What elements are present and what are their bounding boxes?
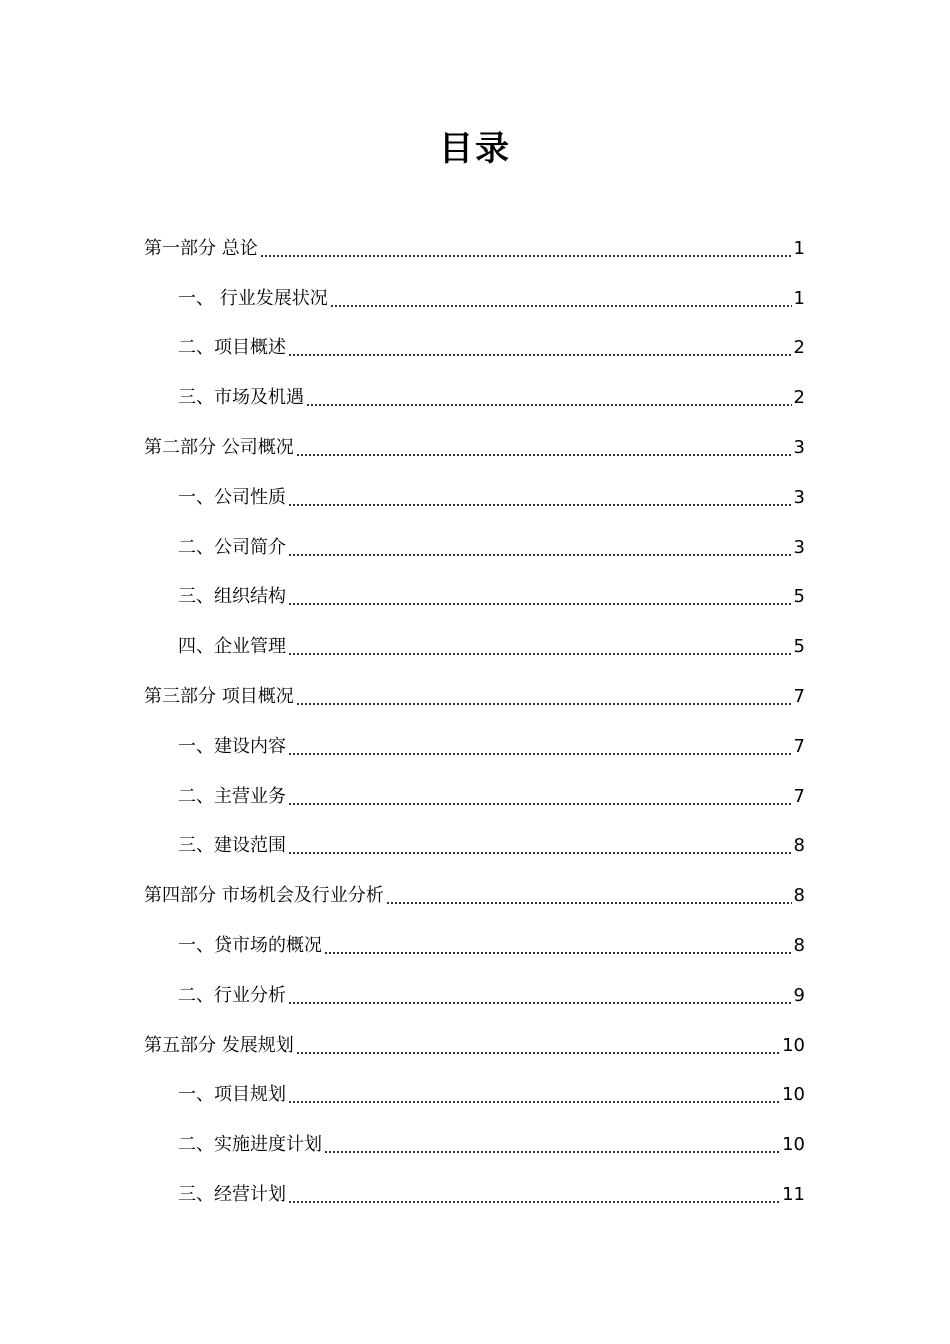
toc-entry-label: 一、建设内容 (178, 735, 286, 757)
toc-part-entry[interactable] (0, 224, 950, 274)
toc-entry-label: 三、经营计划 (178, 1184, 286, 1206)
toc-page-number: 1 (793, 237, 805, 259)
toc-dot-leader (330, 305, 792, 307)
toc-section-entry[interactable] (0, 1170, 950, 1220)
toc-entry-label: 第五部分 发展规划 (144, 1034, 294, 1056)
toc-page-number: 2 (793, 387, 805, 409)
toc-entry-label: 一、 行业发展状况 (178, 287, 328, 309)
toc-entry-label: 二、实施进度计划 (178, 1134, 322, 1156)
toc-dot-leader (296, 703, 792, 705)
toc-page-number: 5 (793, 636, 805, 658)
toc-page-number: 8 (793, 935, 805, 957)
toc-part-entry[interactable] (0, 423, 950, 473)
toc-entry-label: 三、建设范围 (178, 835, 286, 857)
toc-entry-label: 一、公司性质 (178, 486, 286, 508)
toc-list (0, 224, 950, 1220)
toc-dot-leader (288, 803, 792, 805)
toc-dot-leader (288, 554, 792, 556)
toc-page-number: 9 (793, 984, 805, 1006)
toc-entry-label: 三、市场及机遇 (178, 387, 304, 409)
toc-part-entry[interactable] (0, 871, 950, 921)
toc-page-number: 1 (793, 287, 805, 309)
toc-dot-leader (288, 753, 792, 755)
toc-page-number: 3 (793, 536, 805, 558)
toc-dot-leader (386, 902, 792, 904)
toc-dot-leader (260, 255, 792, 257)
toc-section-entry[interactable] (0, 971, 950, 1021)
toc-dot-leader (288, 1201, 780, 1203)
toc-entry-label: 第四部分 市场机会及行业分析 (144, 885, 384, 907)
toc-page-number: 5 (793, 586, 805, 608)
toc-part-entry[interactable] (0, 1021, 950, 1071)
toc-dot-leader (288, 1002, 792, 1004)
toc-dot-leader (288, 653, 792, 655)
toc-dot-leader (324, 952, 792, 954)
toc-dot-leader (296, 1052, 780, 1054)
toc-section-entry[interactable] (0, 274, 950, 324)
toc-section-entry[interactable] (0, 822, 950, 872)
toc-page-number: 7 (793, 686, 805, 708)
toc-section-entry[interactable] (0, 622, 950, 672)
toc-section-entry[interactable] (0, 722, 950, 772)
toc-page-number: 7 (793, 785, 805, 807)
toc-section-entry[interactable] (0, 473, 950, 523)
toc-page-number: 8 (793, 835, 805, 857)
toc-entry-label: 第三部分 项目概况 (144, 686, 294, 708)
toc-page-number: 3 (793, 486, 805, 508)
toc-page-number: 10 (782, 1034, 805, 1056)
toc-title: 目录 (439, 129, 511, 169)
toc-dot-leader (288, 354, 792, 356)
toc-page-number: 10 (782, 1084, 805, 1106)
toc-dot-leader (296, 454, 792, 456)
toc-dot-leader (288, 1101, 780, 1103)
toc-dot-leader (306, 404, 792, 406)
toc-dot-leader (288, 852, 792, 854)
toc-entry-label: 第二部分 公司概况 (144, 437, 294, 459)
toc-section-entry[interactable] (0, 1120, 950, 1170)
toc-page-number: 7 (793, 735, 805, 757)
toc-page-number: 2 (793, 337, 805, 359)
toc-entry-label: 二、项目概述 (178, 337, 286, 359)
toc-entry-label: 二、公司简介 (178, 536, 286, 558)
toc-entry-label: 一、贷市场的概况 (178, 935, 322, 957)
toc-dot-leader (288, 504, 792, 506)
toc-section-entry[interactable] (0, 324, 950, 374)
toc-section-entry[interactable] (0, 1071, 950, 1121)
toc-page-number: 10 (782, 1134, 805, 1156)
toc-dot-leader (324, 1151, 780, 1153)
toc-section-entry[interactable] (0, 772, 950, 822)
toc-entry-label: 二、主营业务 (178, 785, 286, 807)
toc-section-entry[interactable] (0, 921, 950, 971)
toc-dot-leader (288, 603, 792, 605)
toc-entry-label: 三、组织结构 (178, 586, 286, 608)
toc-entry-label: 一、项目规划 (178, 1084, 286, 1106)
toc-section-entry[interactable] (0, 373, 950, 423)
toc-entry-label: 二、行业分析 (178, 984, 286, 1006)
toc-page-number: 3 (793, 437, 805, 459)
toc-page-number: 11 (782, 1184, 805, 1206)
toc-section-entry[interactable] (0, 523, 950, 573)
toc-part-entry[interactable] (0, 672, 950, 722)
toc-entry-label: 第一部分 总论 (144, 237, 258, 259)
toc-section-entry[interactable] (0, 573, 950, 623)
toc-page-number: 8 (793, 885, 805, 907)
toc-entry-label: 四、企业管理 (178, 636, 286, 658)
